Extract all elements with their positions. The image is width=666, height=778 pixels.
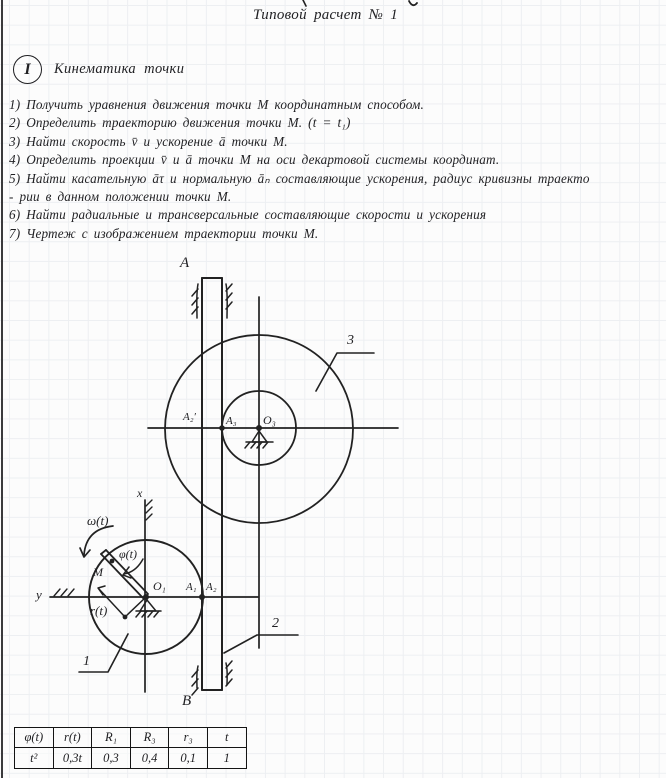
task-line: - рии в данном положении точки М. — [9, 189, 232, 205]
y-axis-hatch-icon — [54, 589, 74, 596]
section-numeral-circle: I — [13, 55, 42, 84]
table-value-row — [15, 748, 247, 769]
value-cell: 0,3t — [53, 748, 92, 769]
x-axis-hatch-icon — [146, 500, 152, 520]
label-axis-y: y — [36, 587, 42, 602]
task-line: 4) Определить проекции v̄ и ā точки М на оси декартовой системы координат. — [9, 152, 500, 168]
header-cell: R₃ — [130, 728, 169, 748]
point-m-dot — [110, 559, 115, 564]
contact-point-a3-dot — [219, 425, 225, 431]
label-rod-2: 2 — [272, 616, 279, 631]
task-line: 7) Чертеж с изображением траектории точки М. — [9, 225, 319, 241]
value-cell: 1 — [207, 748, 246, 769]
center-o1-dot — [143, 594, 149, 600]
phi-arc-icon — [123, 559, 143, 578]
header-cell: t — [207, 728, 246, 748]
label-center-o3: O₃ — [263, 413, 276, 427]
label-support-top: A — [180, 255, 190, 271]
label-axis-x: x — [137, 486, 143, 500]
task-line: 6) Найти радиальные и трансверсальные составляющие скорости и ускорения — [9, 207, 487, 223]
r-vector-dot — [123, 615, 128, 620]
value-cell: 0,1 — [169, 748, 208, 769]
label-radius: r(t) — [90, 603, 108, 618]
parameters-table — [14, 727, 247, 769]
leader-line-3 — [316, 353, 374, 391]
header-cell: r(t) — [53, 728, 92, 748]
task-line: 2) Определить траекторию движения точки М. (t = t₁) — [9, 115, 351, 131]
label-point-m: M — [93, 565, 103, 579]
rod-2-shape — [202, 278, 222, 690]
value-cell: 0,3 — [92, 748, 131, 769]
task-line: 3) Найти скорость v̄ и ускорение ā точки М. — [9, 133, 288, 149]
task-line: 1) Получить уравнения движения точки М координатным способом. — [9, 97, 424, 112]
label-omega: ω(t) — [87, 513, 109, 528]
label-wheel-1: 1 — [83, 654, 90, 669]
header-cell: φ(t) — [15, 728, 54, 748]
label-wheel-3: 3 — [347, 333, 354, 348]
ink-mark — [409, 1, 417, 5]
label-contact-a3: A₃ — [226, 415, 237, 427]
guide-hatch-top-icon — [192, 284, 232, 318]
value-cell: 0,4 — [130, 748, 169, 769]
table-header-row — [15, 728, 247, 748]
center-o3-dot — [256, 425, 262, 431]
header-cell: r₃ — [169, 728, 208, 748]
label-contact-a2-prime: A₂′ — [183, 411, 196, 423]
contact-point-a-dot — [199, 594, 205, 600]
label-center-o1: O₁ — [153, 579, 166, 593]
value-cell: t² — [15, 748, 54, 769]
leader-line-2 — [224, 635, 298, 653]
label-support-bottom: B — [182, 693, 192, 709]
label-contact-a2: A₂ — [206, 581, 217, 593]
task-line: 5) Найти касательную āτ и нормальную āₙ составляющие ускорения, радиус кривизны траекто — [9, 170, 590, 186]
label-contact-a1: A₁ — [186, 581, 197, 593]
section-heading: Кинематика точки — [54, 61, 185, 77]
header-cell: R₁ — [92, 728, 131, 748]
label-phi: φ(t) — [119, 547, 137, 561]
ink-mark — [303, 0, 306, 6]
page-title: Типовой расчет № 1 — [253, 7, 398, 23]
